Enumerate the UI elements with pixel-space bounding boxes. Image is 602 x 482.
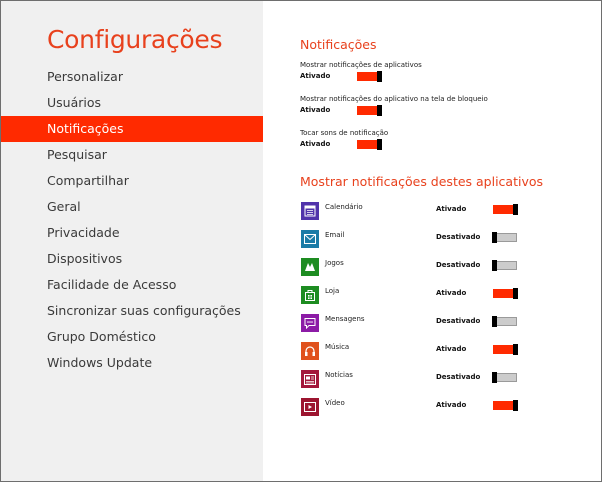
toggle-app-notifications[interactable] (357, 72, 381, 81)
toggle-knob (513, 344, 518, 355)
store-icon (301, 286, 319, 304)
app-state: Desativado (436, 261, 481, 269)
sidebar-item-grupo-domestico[interactable]: Grupo Doméstico (47, 329, 156, 344)
toggle-knob (513, 204, 518, 215)
toggle-knob (492, 260, 497, 271)
app-row-musica (300, 342, 600, 370)
toggle-noticias[interactable] (493, 373, 517, 382)
app-name: Notícias (325, 371, 353, 379)
toggle-knob (377, 139, 382, 150)
sidebar-item-personalizar[interactable]: Personalizar (47, 69, 123, 84)
music-icon (301, 342, 319, 360)
app-row-noticias (300, 370, 600, 398)
sidebar-title: Configurações (47, 25, 223, 54)
sidebar-item-geral[interactable]: Geral (47, 199, 81, 214)
toggle-sounds[interactable] (357, 140, 381, 149)
main-panel (300, 1, 600, 481)
app-state: Ativado (436, 205, 467, 213)
sidebar-item-privacidade[interactable]: Privacidade (47, 225, 120, 240)
app-state: Ativado (436, 345, 467, 353)
app-state: Ativado (436, 401, 467, 409)
news-icon (301, 370, 319, 388)
sidebar-item-pesquisar[interactable]: Pesquisar (47, 147, 107, 162)
messaging-icon (301, 314, 319, 332)
setting-state-sounds: Ativado (300, 140, 331, 148)
sidebar-item-compartilhar[interactable]: Compartilhar (47, 173, 129, 188)
app-row-loja (300, 286, 600, 314)
app-name: Calendário (325, 203, 363, 211)
sidebar-item-usuarios[interactable]: Usuários (47, 95, 102, 110)
toggle-knob (492, 316, 497, 327)
toggle-knob (492, 372, 497, 383)
sidebar (1, 1, 263, 481)
setting-label-sounds: Tocar sons de notificação (300, 129, 389, 137)
app-row-email (300, 230, 600, 258)
toggle-mensagens[interactable] (493, 317, 517, 326)
calendar-icon (301, 202, 319, 220)
sidebar-item-dispositivos[interactable]: Dispositivos (47, 251, 123, 266)
toggle-knob (377, 105, 382, 116)
app-state: Desativado (436, 233, 481, 241)
toggle-video[interactable] (493, 401, 517, 410)
toggle-knob (492, 232, 497, 243)
app-row-jogos (300, 258, 600, 286)
apps-section-title: Mostrar notificações destes aplicativos (300, 174, 544, 189)
sidebar-nav (1, 64, 263, 376)
app-name: Email (325, 231, 345, 239)
setting-state-lock-screen: Ativado (300, 106, 331, 114)
toggle-knob (513, 400, 518, 411)
sidebar-item-facilidade-de-acesso[interactable]: Facilidade de Acesso (47, 277, 177, 292)
setting-state-app-notifications: Ativado (300, 72, 331, 80)
toggle-loja[interactable] (493, 289, 517, 298)
sidebar-item-windows-update[interactable]: Windows Update (47, 355, 153, 370)
toggle-knob (377, 71, 382, 82)
mail-icon (301, 230, 319, 248)
app-name: Mensagens (325, 315, 365, 323)
app-row-calendario (300, 202, 600, 230)
games-icon (301, 258, 319, 276)
app-name: Jogos (325, 259, 344, 267)
app-name: Vídeo (325, 399, 345, 407)
app-state: Desativado (436, 373, 481, 381)
toggle-jogos[interactable] (493, 261, 517, 270)
app-name: Loja (325, 287, 340, 295)
sidebar-item-sincronizar[interactable]: Sincronizar suas configurações (47, 303, 241, 318)
toggle-knob (513, 288, 518, 299)
setting-label-app-notifications: Mostrar notificações de aplicativos (300, 61, 422, 69)
toggle-email[interactable] (493, 233, 517, 242)
toggle-calendario[interactable] (493, 205, 517, 214)
sidebar-item-notificacoes[interactable]: Notificações (1, 116, 263, 142)
toggle-musica[interactable] (493, 345, 517, 354)
app-row-video (300, 398, 600, 426)
app-state: Ativado (436, 289, 467, 297)
toggle-lock-screen[interactable] (357, 106, 381, 115)
video-icon (301, 398, 319, 416)
app-state: Desativado (436, 317, 481, 325)
notifications-section-title: Notificações (300, 37, 377, 52)
app-name: Música (325, 343, 350, 351)
setting-label-lock-screen: Mostrar notificações do aplicativo na tela de bloqueio (300, 95, 488, 103)
app-row-mensagens (300, 314, 600, 342)
